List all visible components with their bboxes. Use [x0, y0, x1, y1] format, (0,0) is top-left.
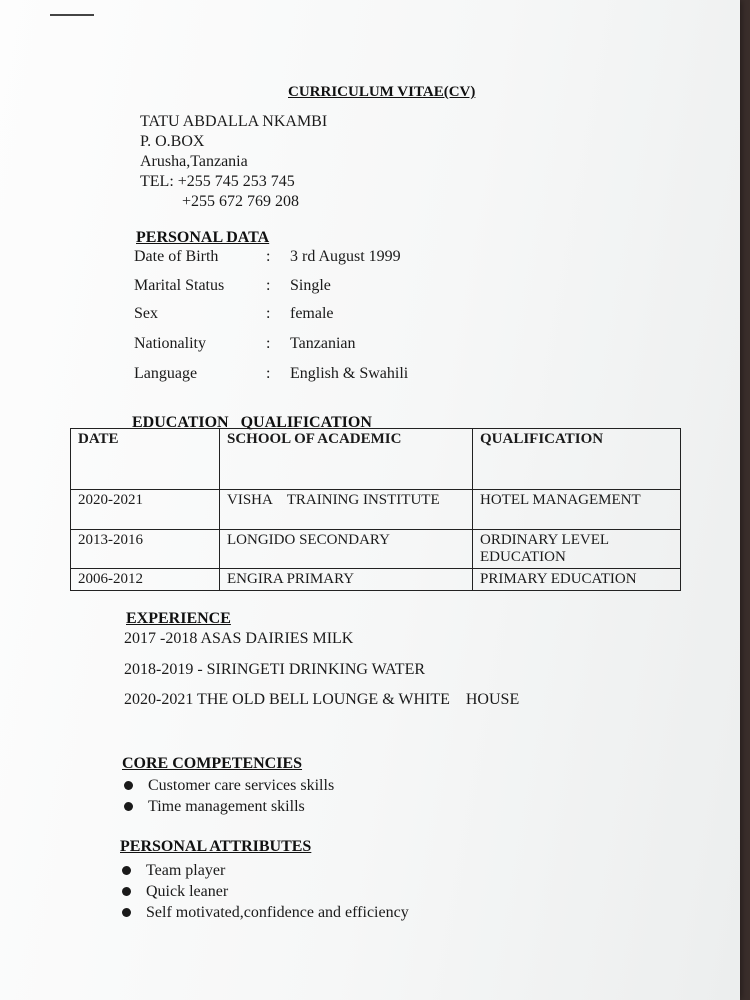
field-label: Sex — [134, 305, 158, 322]
field-label: Marital Status — [134, 277, 225, 294]
field-colon: : — [266, 335, 271, 352]
education-table — [70, 428, 681, 591]
date-cell: 2006-2012 — [71, 569, 220, 591]
field-label: Language — [134, 365, 198, 382]
city: Arusha,Tanzania — [140, 153, 248, 170]
experience-item: 2018-2019 - SIRINGETI DRINKING WATER — [124, 661, 426, 678]
document-title: CURRICULUM VITAE(CV) — [288, 84, 476, 100]
table-row — [71, 490, 681, 530]
field-value: female — [290, 305, 334, 322]
list-item: Team player — [120, 860, 409, 881]
table-row — [71, 569, 681, 591]
header-date: DATE — [71, 429, 220, 490]
field-value: 3 rd August 1999 — [290, 248, 401, 265]
personal-attributes-heading: PERSONAL ATTRIBUTES — [120, 838, 312, 855]
school-cell: ENGIRA PRIMARY — [220, 569, 473, 591]
personal-data-row — [134, 365, 408, 383]
qualification-cell: PRIMARY EDUCATION — [473, 569, 681, 591]
field-label: Date of Birth — [134, 248, 219, 265]
qualification-cell: ORDINARY LEVEL EDUCATION — [473, 530, 681, 569]
table-header-row — [71, 429, 681, 490]
field-label: Nationality — [134, 335, 206, 352]
list-item: Self motivated,confidence and efficiency — [120, 902, 409, 923]
date-cell: 2020-2021 — [71, 490, 220, 530]
education-heading: EDUCATION QUALIFICATION — [132, 414, 372, 431]
school-cell: LONGIDO SECONDARY — [220, 530, 473, 569]
header-qualification: QUALIFICATION — [473, 429, 681, 490]
school-cell: VISHA TRAINING INSTITUTE — [220, 490, 473, 530]
corner-mark — [50, 14, 94, 16]
list-item: Quick leaner — [120, 881, 409, 902]
personal-data-row — [134, 305, 334, 323]
list-item: Time management skills — [122, 796, 334, 817]
po-box: P. O.BOX — [140, 133, 205, 150]
experience-item: 2020-2021 THE OLD BELL LOUNGE & WHITE HOUSE — [124, 691, 520, 708]
header-school: SCHOOL OF ACADEMIC — [220, 429, 473, 490]
personal-data-row — [134, 335, 356, 353]
personal-data-row — [134, 248, 401, 266]
applicant-name: TATU ABDALLA NKAMBI — [140, 113, 328, 130]
field-colon: : — [266, 248, 271, 265]
personal-data-row — [134, 277, 331, 295]
phone-secondary: +255 672 769 208 — [182, 193, 300, 210]
experience-heading: EXPERIENCE — [126, 610, 231, 627]
field-value: English & Swahili — [290, 365, 409, 382]
attributes-list — [120, 860, 409, 923]
field-colon: : — [266, 305, 271, 322]
field-value: Single — [290, 277, 331, 294]
phone-primary: TEL: +255 745 253 745 — [140, 173, 295, 190]
contact-block — [140, 112, 327, 212]
qualification-cell: HOTEL MANAGEMENT — [473, 490, 681, 530]
field-colon: : — [266, 365, 271, 382]
personal-data-heading: PERSONAL DATA — [136, 229, 270, 246]
core-competencies-heading: CORE COMPETENCIES — [122, 755, 303, 772]
date-cell: 2013-2016 — [71, 530, 220, 569]
field-value: Tanzanian — [290, 335, 356, 352]
list-item: Customer care services skills — [122, 775, 334, 796]
competencies-list — [122, 775, 334, 817]
field-colon: : — [266, 277, 271, 294]
experience-item: 2017 -2018 ASAS DAIRIES MILK — [124, 630, 354, 647]
table-row — [71, 530, 681, 569]
